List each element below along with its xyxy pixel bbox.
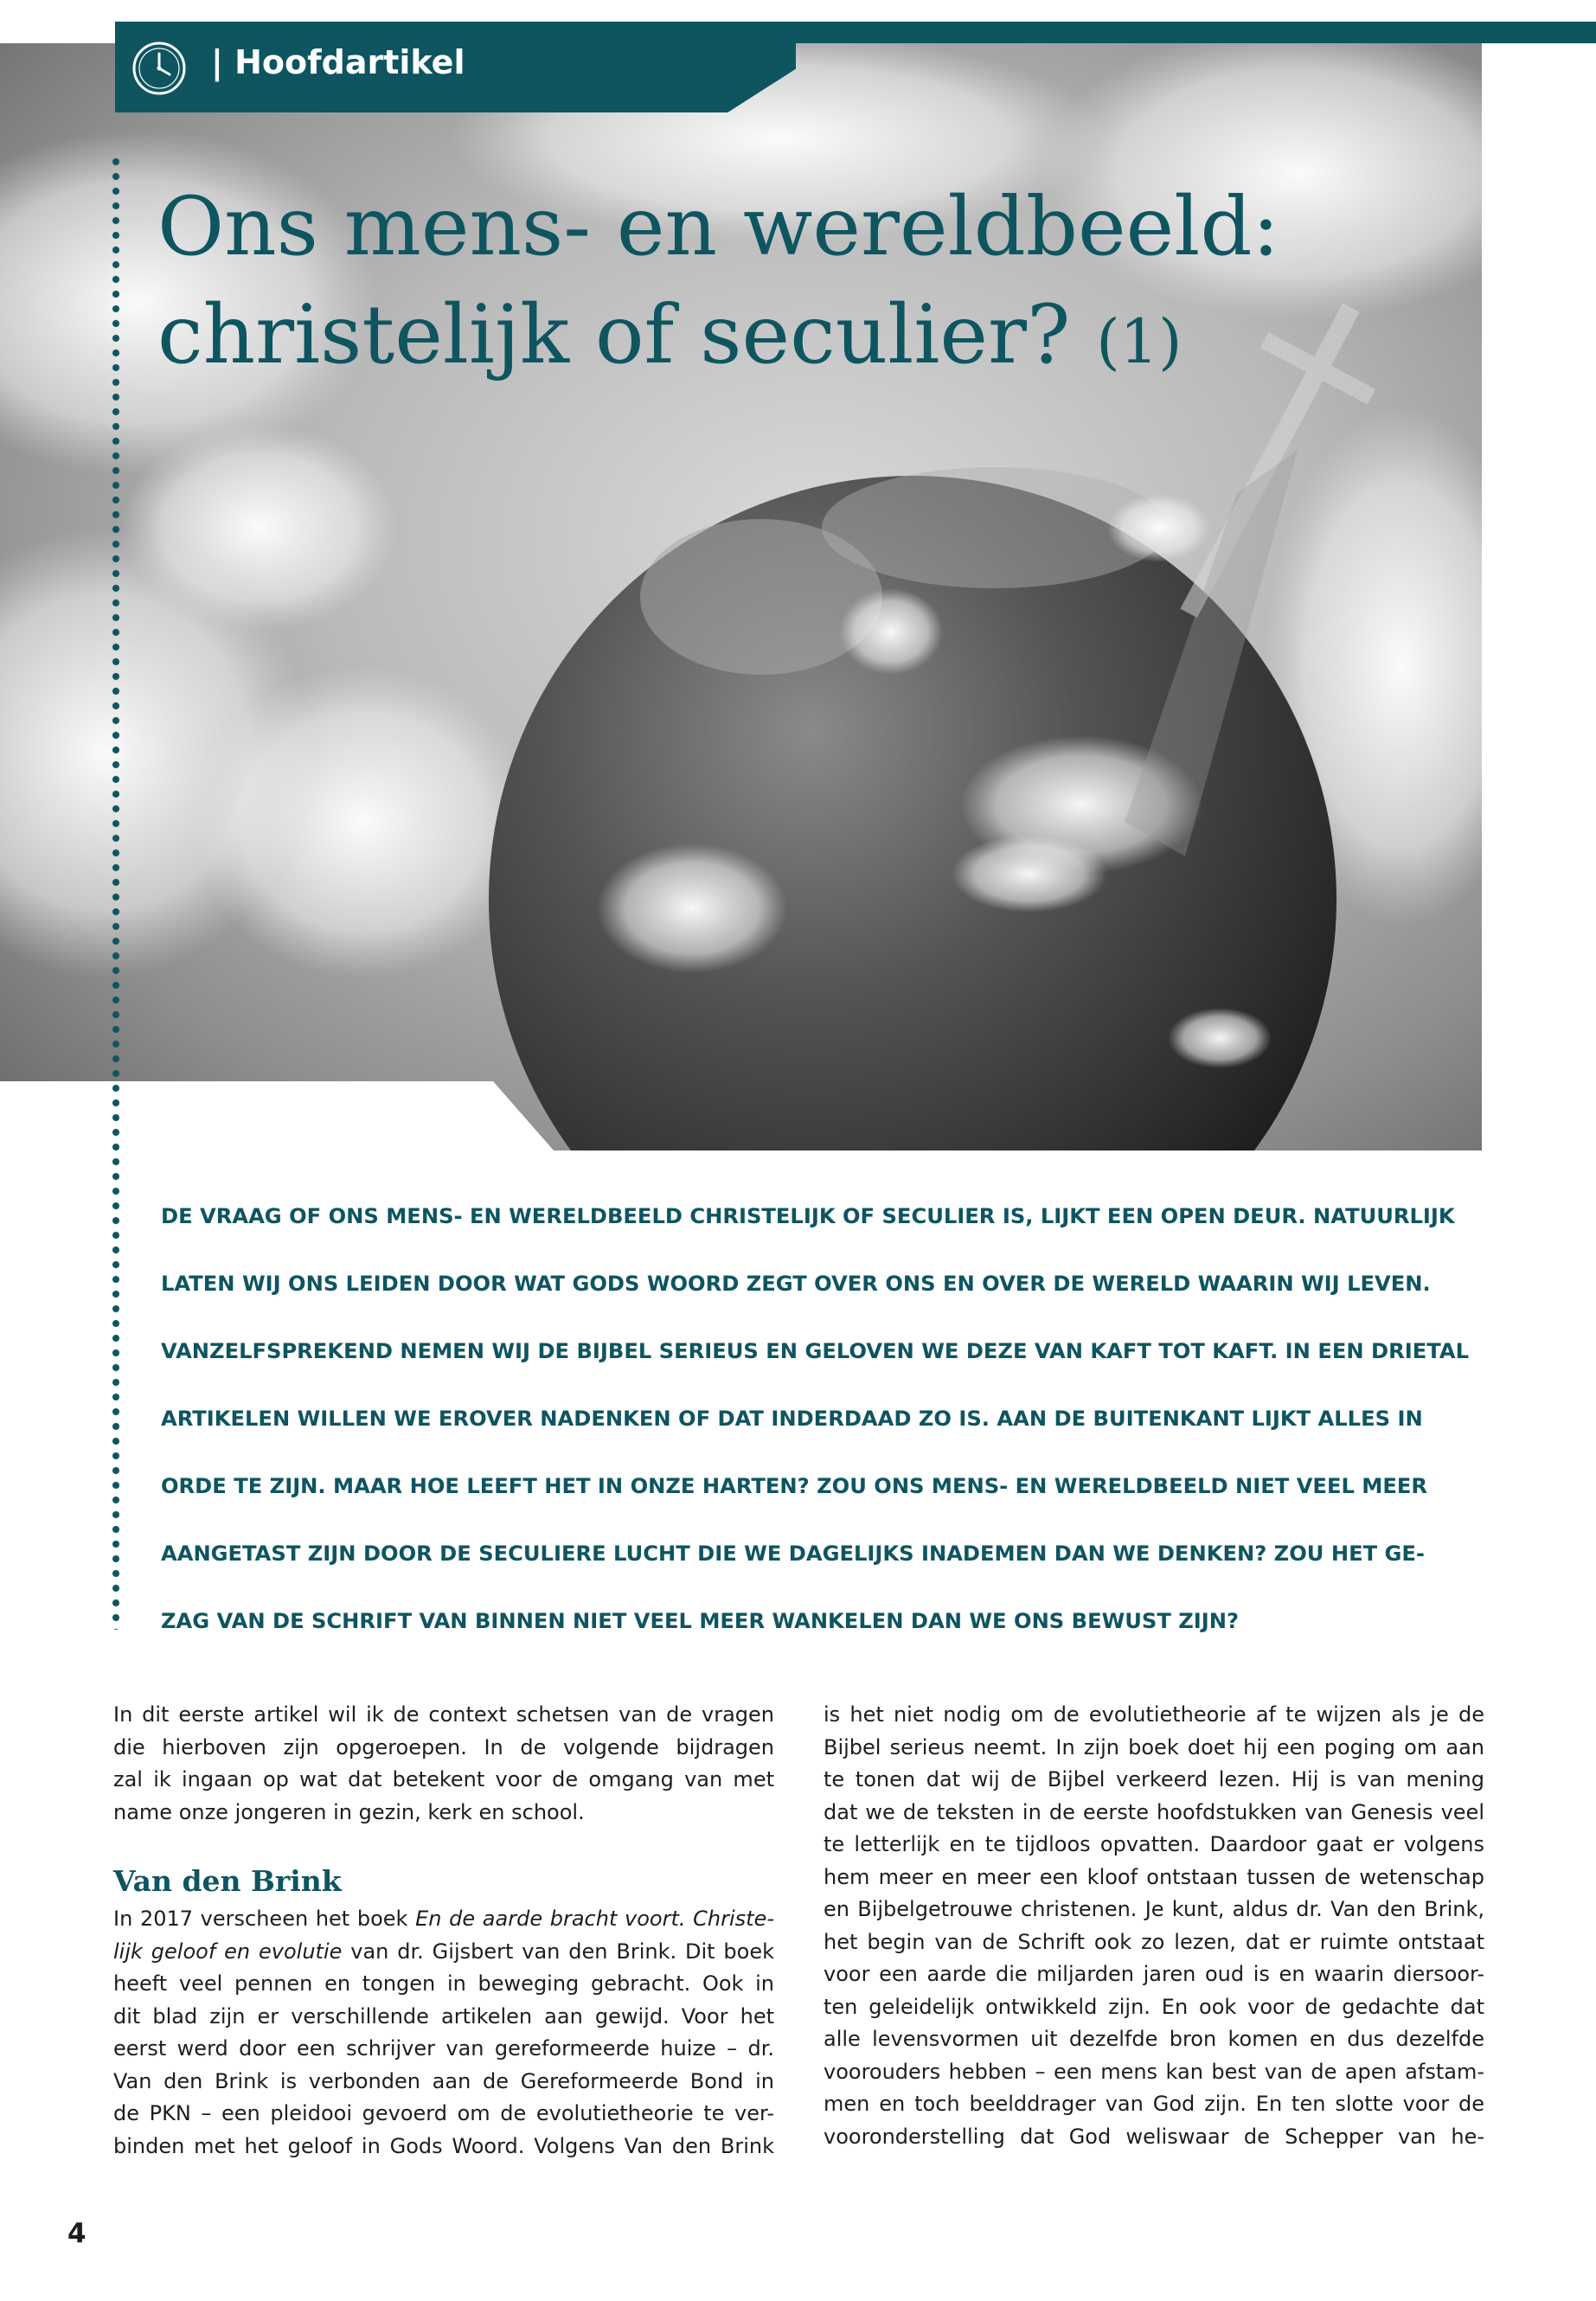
body-line: voor een aarde die miljarden jaren oud is en waarin diersoor- <box>824 1962 1484 1986</box>
body-line: voorouders hebben – een mens kan best van de apen afstam- <box>824 2059 1484 2084</box>
title-line-2: christelijk of seculier? <box>157 288 1071 382</box>
body-line: te tonen dat wij de Bijbel verkeerd lezen. Hij is van mening <box>824 1767 1484 1791</box>
article-title <box>157 173 1455 396</box>
body-line: In 2017 verscheen het boek En de aarde bracht voort. Christe- <box>113 1907 774 1931</box>
body-line: eerst werd door een schrijver van gereformeerde huize – dr. <box>113 2036 774 2061</box>
intro-line: VANZELFSPREKEND NEMEN WIJ DE BIJBEL SERIEUS EN GELOVEN WE DEZE VAN KAFT TOT KAFT. IN EEN DRIETAL <box>161 1339 1470 1363</box>
title-part-number: (1) <box>1096 306 1183 377</box>
body-line: is het niet nodig om de evolutietheorie af te wijzen als je de <box>824 1702 1484 1727</box>
body-line: name onze jongeren in gezin, kerk en school. <box>113 1799 585 1824</box>
section-label: | Hoofdartikel <box>211 43 465 81</box>
body-line: alle levensvormen uit dezelfde bron komen en dus dezelfde <box>824 2027 1484 2051</box>
body-line: dit blad zijn er verschillende artikelen aan gewijd. Voor het <box>113 2003 774 2029</box>
subheading: Van den Brink <box>113 1864 342 1898</box>
intro-line: ORDE TE ZIJN. MAAR HOE LEEFT HET IN ONZE HARTEN? ZOU ONS MENS- EN WERELDBEELD NIET VEEL MEER <box>161 1474 1428 1498</box>
body-line: zal ik ingaan op wat dat betekent voor de omgang van met <box>113 1767 774 1791</box>
body-line: binden met het geloof in Gods Woord. Volgens Van den Brink <box>113 2133 774 2158</box>
body-line: te letterlijk en te tijdloos opvatten. Daardoor gaat er volgens <box>824 1832 1484 1856</box>
body-line: de PKN – een pleidooi gevoerd om de evolutietheorie te ver- <box>113 2101 774 2125</box>
intro-line: ARTIKELEN WILLEN WE EROVER NADENKEN OF DAT INDERDAAD ZO IS. AAN DE BUITENKANT LIJKT ALLES IN <box>161 1407 1423 1431</box>
dotted-rule <box>112 157 120 1630</box>
clock-icon <box>130 39 189 98</box>
intro-line: ZAG VAN DE SCHRIFT VAN BINNEN NIET VEEL MEER WANKELEN DAN WE ONS BEWUST ZIJN? <box>161 1609 1240 1633</box>
body-line: ten geleidelijk ontwikkeld zijn. En ook voor de gedachte dat <box>824 1994 1484 2019</box>
body-line: Van den Brink is verbonden aan de Gereformeerde Bond in <box>113 2068 774 2093</box>
body-line: het begin van de Schrift ook zo lezen, dat er ruimte ontstaat <box>824 1929 1484 1954</box>
intro-line: AANGETAST ZIJN DOOR DE SECULIERE LUCHT DIE WE DAGELIJKS INADEMEN DAN WE DENKEN? ZOU HET GE- <box>161 1541 1425 1566</box>
body-line: vooronderstelling dat God weliswaar de Schepper van he- <box>824 2124 1484 2149</box>
body-line: die hierboven zijn opgeroepen. In de volgende bijdragen <box>113 1734 774 1759</box>
page-number: 4 <box>67 2218 87 2249</box>
body-line: heeft veel pennen en tongen in beweging gebracht. Ook in <box>113 1971 774 1996</box>
body-line: Bijbel serieus neemt. In zijn boek doet hij een poging om aan <box>824 1734 1484 1759</box>
book-title: En de aarde bracht voort. Christe- <box>415 1907 774 1931</box>
body-line: hem meer en meer een kloof ontstaan tussen de wetenschap <box>824 1864 1484 1889</box>
body-column-right <box>824 1699 1484 2153</box>
body-line: men en toch beelddrager van God zijn. En ten slotte voor de <box>824 2092 1484 2116</box>
intro-line: LATEN WIJ ONS LEIDEN DOOR WAT GODS WOORD ZEGT OVER ONS EN OVER DE WERELD WAARIN WIJ LEVEN. <box>161 1272 1431 1296</box>
body-line: In dit eerste artikel wil ik de context schetsen van de vragen <box>113 1702 774 1727</box>
intro-lead <box>161 1183 1480 1655</box>
intro-line: DE VRAAG OF ONS MENS- EN WERELDBEELD CHRISTELIJK OF SECULIER IS, LIJKT EEN OPEN DEUR. NATUURLIJK <box>161 1204 1455 1228</box>
body-line: en Bijbelgetrouwe christenen. Je kunt, aldus dr. Van den Brink, <box>824 1897 1484 1921</box>
body-column-left <box>113 1699 774 2163</box>
book-title: lijk geloof en evolutie <box>113 1939 343 1964</box>
body-line: lijk geloof en evolutie van dr. Gijsbert van den Brink. Dit boek <box>113 1939 775 1964</box>
body-line: dat we de teksten in de eerste hoofdstukken van Genesis veel <box>824 1799 1484 1824</box>
title-line-1: Ons mens- en wereldbeeld: <box>157 180 1280 274</box>
